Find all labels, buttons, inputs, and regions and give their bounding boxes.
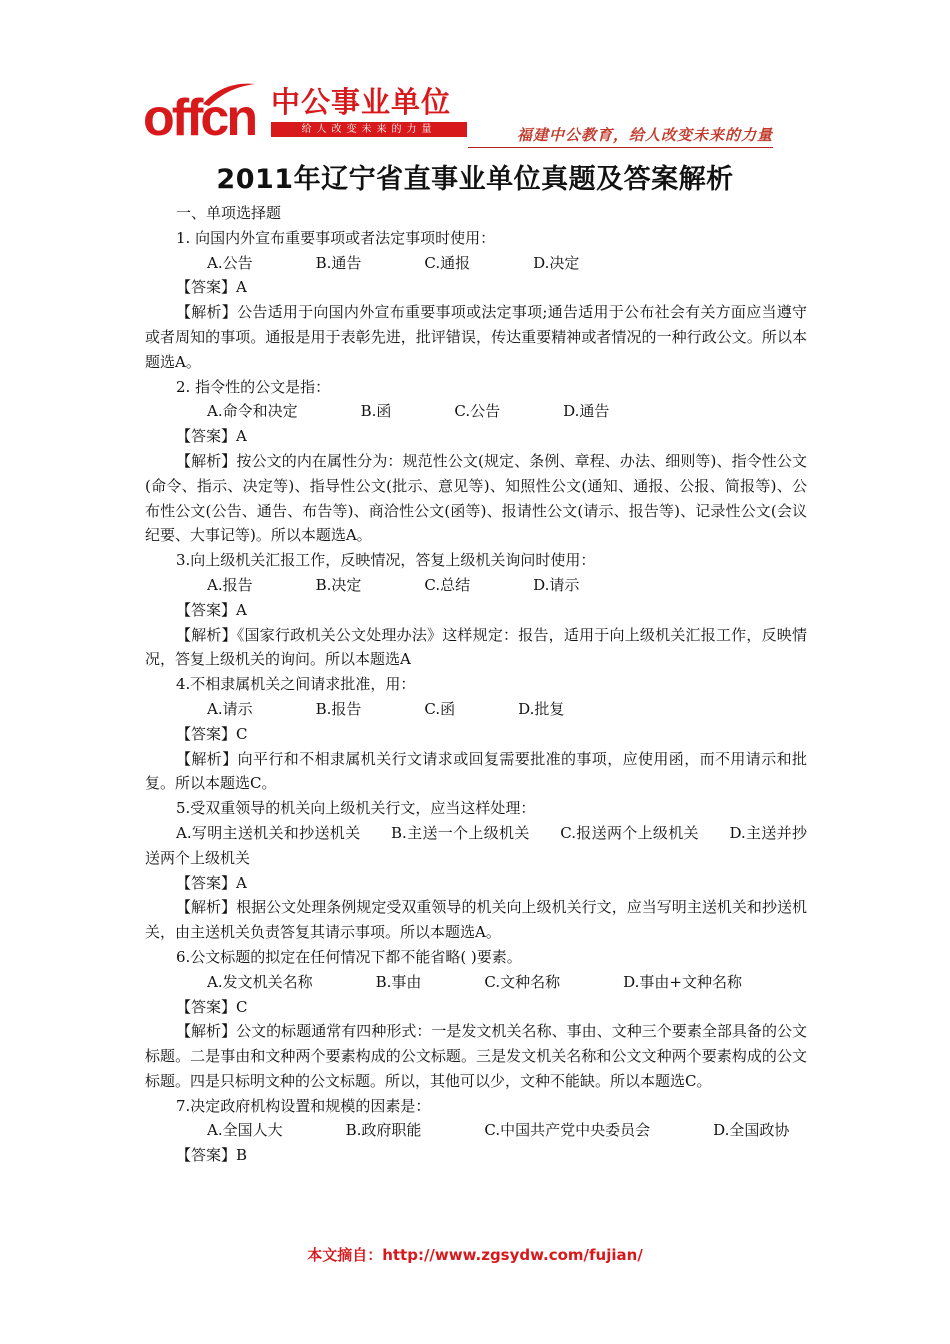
option: A.报告 xyxy=(207,575,253,594)
analysis: 【解析】按公文的内在属性分为：规范性公文(规定、条例、章程、办法、细则等)、指令性公文(命令、指示、决定等)、指导性公文(批示、意见等)、知照性公文(通知、通报、公报、简报等)、公布性公文(公告、通告、布告等)、商洽性公文(函等)、报请性公文(请示、报告等)、记录性公文(会议纪要、大事记等)。所以本题选A。 xyxy=(145,451,807,545)
answer: 【答案】C xyxy=(176,724,248,743)
question-stem: 7.决定政府机构设置和规模的因素是： xyxy=(176,1096,431,1115)
header xyxy=(143,78,783,148)
header-slogan: 福建中公教育，给人改变未来的力量 xyxy=(468,124,773,148)
answer: 【答案】A xyxy=(176,278,247,297)
question-options xyxy=(145,697,807,722)
analysis: 【解析】公文的标题通常有四种形式：一是发文机关名称、事由、文种三个要素全部具备的公文标题。二是事由和文种两个要素构成的公文标题。三是发文机关名称和公文文种两个要素构成的公文标题。四是只标明文种的公文标题。所以，其他可以少，文种不能缺。所以本题选C。 xyxy=(145,1022,807,1090)
option: A.发文机关名称 xyxy=(207,972,313,991)
section-heading: 一、单项选择题 xyxy=(176,204,282,222)
question-options xyxy=(145,1118,807,1143)
analysis: 【解析】根据公文处理条例规定受双重领导的机关向上级机关行文，应当写明主送机关和抄送机关，由主送机关负责答复其请示事项。所以本题选A。 xyxy=(145,898,807,942)
option: D.通告 xyxy=(563,402,610,421)
option: D.批复 xyxy=(518,699,565,718)
question-stem: 5.受双重领导的机关向上级机关行文，应当这样处理： xyxy=(176,799,536,818)
question-options xyxy=(145,970,807,995)
option: B.函 xyxy=(360,402,392,421)
question-options: A.写明主送机关和抄送机关 B.主送一个上级机关 C.报送两个上级机关 D.主送并抄送两个上级机关 xyxy=(145,823,807,867)
answer: 【答案】A xyxy=(176,427,247,446)
analysis: 【解析】《国家行政机关公文处理办法》这样规定：报告，适用于向上级机关汇报工作，反映情况，答复上级机关的询问。所以本题选A xyxy=(145,625,807,669)
option: C.中国共产党中央委员会 xyxy=(484,1121,651,1140)
question-options xyxy=(145,251,807,276)
option: D.全国政协 xyxy=(713,1121,790,1140)
option: A.全国人大 xyxy=(207,1121,283,1140)
question-stem: 1. 向国内外宣布重要事项或者法定事项时使用： xyxy=(176,228,496,247)
option: B.事由 xyxy=(375,972,422,991)
option: A.请示 xyxy=(207,699,253,718)
answer: 【答案】A xyxy=(176,873,247,892)
option: A.公告 xyxy=(207,253,253,272)
option: B.报告 xyxy=(315,699,362,718)
option: D.决定 xyxy=(533,253,580,272)
footer-source-link[interactable]: 本文摘自：http://www.zgsydw.com/fujian/ xyxy=(307,1246,643,1264)
option: C.公告 xyxy=(454,402,501,421)
logo-offcn[interactable]: offcn xyxy=(143,89,256,147)
option: B.通告 xyxy=(315,253,362,272)
answer: 【答案】A xyxy=(176,600,247,619)
option: B.决定 xyxy=(315,575,362,594)
question-options xyxy=(145,573,807,598)
answer: 【答案】B xyxy=(176,1146,248,1165)
logo-tagline: 给人改变未来的力量 xyxy=(271,122,467,137)
option: D.事由+文种名称 xyxy=(623,972,742,991)
question-stem: 4.不相隶属机关之间请求批准，用： xyxy=(176,675,416,694)
option: A.命令和决定 xyxy=(207,402,298,421)
logo-brand-name: 中公事业单位 xyxy=(271,85,452,119)
question-stem: 6.公文标题的拟定在任何情况下都不能省略( )要素。 xyxy=(176,947,522,966)
option: D.请示 xyxy=(533,575,580,594)
option: C.文种名称 xyxy=(484,972,561,991)
option: B.政府职能 xyxy=(345,1121,422,1140)
question-stem: 3.向上级机关汇报工作，反映情况，答复上级机关询问时使用： xyxy=(176,551,596,570)
question-stem: 2. 指令性的公文是指： xyxy=(176,377,331,396)
question-options xyxy=(145,399,807,424)
analysis: 【解析】向平行和不相隶属机关行文请求或回复需要批准的事项，应使用函，而不用请示和批复。所以本题选C。 xyxy=(145,749,807,793)
answer: 【答案】C xyxy=(176,997,248,1016)
analysis: 【解析】公告适用于向国内外宣布重要事项或法定事项;通告适用于公布社会有关方面应当遵守或者周知的事项。通报是用于表彰先进，批评错误，传达重要精神或者情况的一种行政公文。所以本题选A。 xyxy=(145,303,807,371)
page-title: 2011年辽宁省直事业单位真题及答案解析 xyxy=(216,164,734,195)
option: C.函 xyxy=(424,699,456,718)
option: C.总结 xyxy=(424,575,471,594)
document-body xyxy=(145,201,807,1168)
option: C.通报 xyxy=(424,253,471,272)
